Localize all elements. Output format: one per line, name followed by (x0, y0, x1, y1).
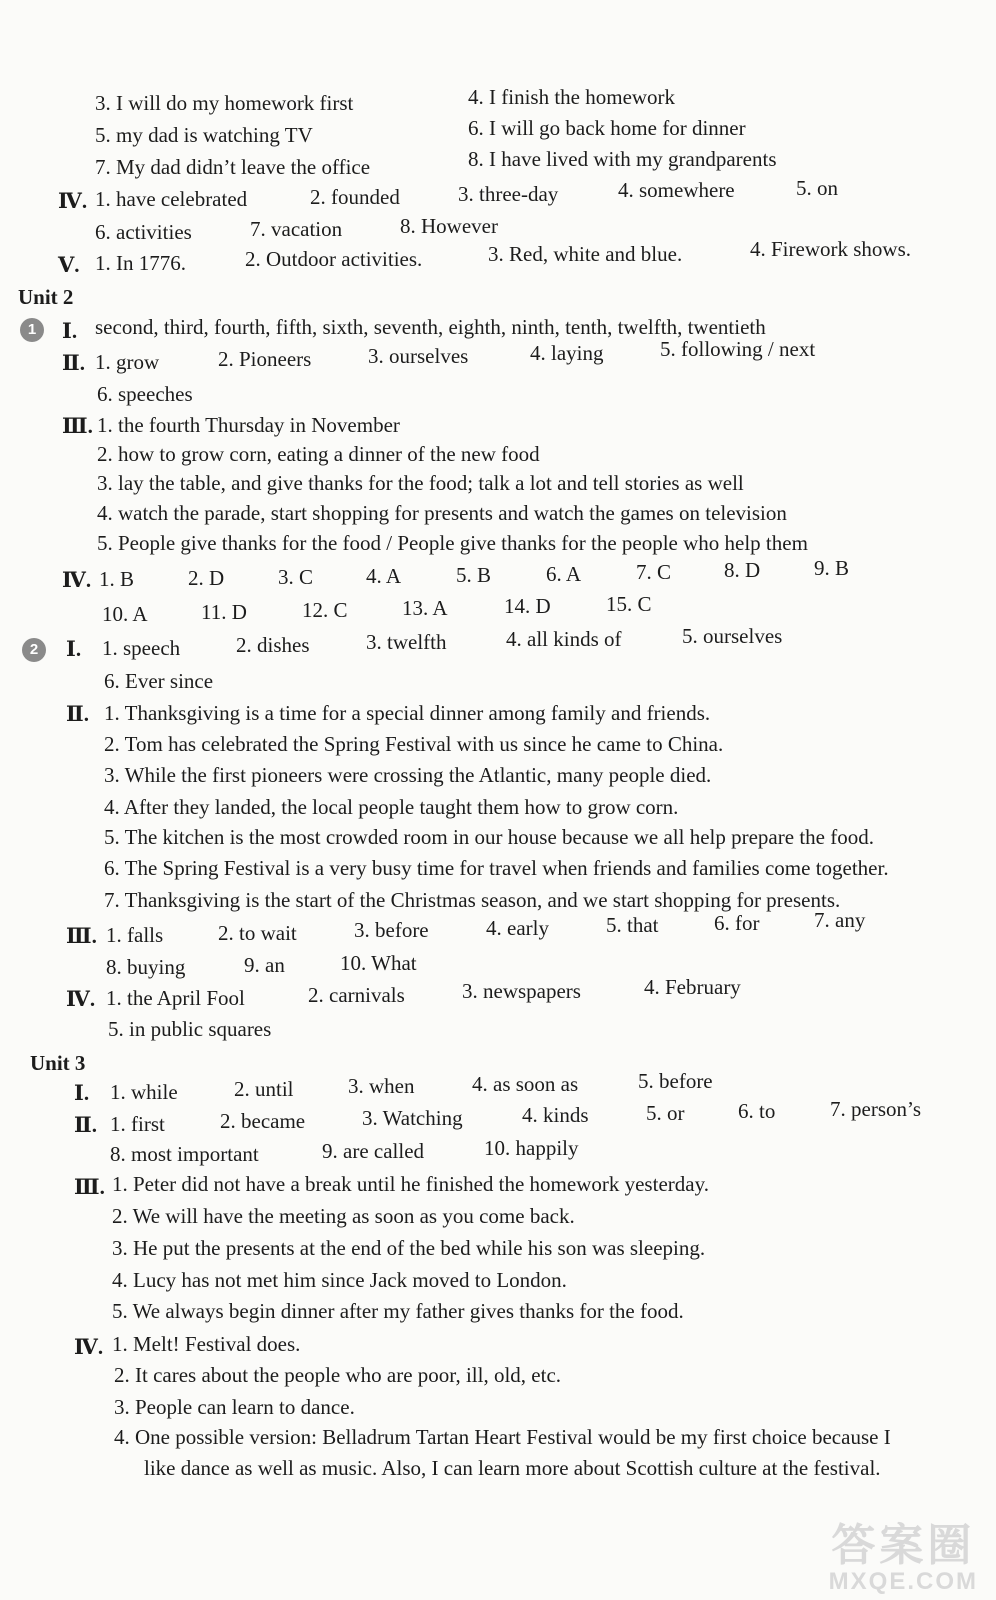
answer-item: 9. B (814, 556, 850, 580)
answer-line: 2. how to grow corn, eating a dinner of the new food (97, 442, 540, 466)
answer-item: 2. Outdoor activities. (245, 247, 423, 271)
answer-item: 12. C (302, 598, 348, 622)
answer-item: 1. B (99, 567, 135, 591)
unit-heading: Unit 3 (30, 1051, 86, 1075)
answer-line: 3. While the first pioneers were crossing the Atlantic, many people died. (104, 763, 712, 787)
answer-line: 4. One possible version: Belladrum Tartan Heart Festival would be my first choice because I (114, 1425, 891, 1449)
answer-item: 8. However (400, 214, 498, 238)
answer-line: 7. My dad didn’t leave the office (95, 155, 371, 179)
answer-item: 3. ourselves (368, 344, 469, 368)
answer-item: 1. In 1776. (95, 251, 186, 275)
roman-numeral-label: Ⅱ. (66, 702, 89, 726)
answer-item: 7. C (636, 560, 672, 584)
answer-item: 3. Watching (362, 1106, 463, 1130)
answer-line: 8. I have lived with my grandparents (468, 147, 777, 171)
answer-line: 1. Thanksgiving is a time for a special dinner among family and friends. (104, 701, 711, 725)
answer-line: 5. People give thanks for the food / People give thanks for the people who help them (97, 531, 808, 555)
answer-item: 5. on (796, 176, 838, 200)
answer-item: 10. What (340, 951, 417, 975)
answer-line: 2. Tom has celebrated the Spring Festival with us since he came to China. (104, 732, 724, 756)
answer-item: 2. became (220, 1109, 306, 1133)
answer-item: 3. Red, white and blue. (488, 242, 683, 266)
answer-item: 4. early (486, 916, 549, 940)
answer-line: 4. Lucy has not met him since Jack moved to London. (112, 1268, 567, 1292)
answer-item: 14. D (504, 594, 551, 618)
roman-numeral-label: Ⅳ. (74, 1335, 104, 1359)
answer-item: 4. February (644, 975, 741, 999)
answer-line: 3. I will do my homework first (95, 91, 354, 115)
answer-line: 7. Thanksgiving is the start of the Christmas season, and we start shopping for presents. (104, 888, 841, 912)
answer-item: 1. while (110, 1080, 178, 1104)
answer-line: like dance as well as music. Also, I can learn more about Scottish culture at the festival. (144, 1456, 881, 1480)
roman-numeral-label: Ⅱ. (74, 1113, 97, 1137)
answer-item: 4. A (366, 564, 402, 588)
answer-item: 10. A (102, 602, 148, 626)
answer-line: 1. Peter did not have a break until he finished the homework yesterday. (112, 1172, 709, 1196)
answer-item: 4. as soon as (472, 1072, 579, 1096)
section-badge: 2 (22, 638, 46, 662)
answer-line: 3. He put the presents at the end of the bed while his son was sleeping. (112, 1236, 706, 1260)
answer-item: 8. buying (106, 955, 186, 979)
answer-item: 5. B (456, 563, 492, 587)
answer-item: 3. C (278, 565, 314, 589)
answer-item: 11. D (201, 600, 247, 624)
answer-line: 6. The Spring Festival is a very busy time for travel when friends and families come together. (104, 856, 889, 880)
answer-item: 6. speeches (97, 382, 193, 406)
answer-item: 7. vacation (250, 217, 343, 241)
answer-item: 2. carnivals (308, 983, 405, 1007)
answer-item: 6. A (546, 562, 582, 586)
answer-item: 7. any (814, 908, 866, 932)
watermark-logo (828, 1520, 978, 1595)
roman-numeral-label: Ⅴ. (58, 253, 80, 277)
answer-item: 2. to wait (218, 921, 297, 945)
answer-item: 1. falls (106, 923, 164, 947)
answer-line: 1. the fourth Thursday in November (97, 413, 400, 437)
answer-item: 8. D (724, 558, 761, 582)
answer-line: 4. watch the parade, start shopping for presents and watch the games on television (97, 501, 787, 525)
watermark-url: MXQE.COM (828, 1567, 978, 1595)
answer-item: 4. kinds (522, 1103, 589, 1127)
answer-item: 6. Ever since (104, 669, 214, 693)
answer-item: 9. an (244, 953, 285, 977)
answer-item: 6. activities (95, 220, 192, 244)
answer-item: 3. newspapers (462, 979, 581, 1003)
answer-line: 5. The kitchen is the most crowded room in our house because we all help prepare the food. (104, 825, 874, 849)
answer-item: 15. C (606, 592, 652, 616)
answer-item: 2. founded (310, 185, 400, 209)
answer-item: 1. the April Fool (106, 986, 245, 1010)
answer-item: 2. D (188, 566, 225, 590)
roman-numeral-label: Ⅲ. (62, 414, 93, 438)
answer-item: 3. before (354, 918, 429, 942)
answer-item: 1. first (110, 1112, 165, 1136)
answer-item: 3. three-day (458, 182, 559, 206)
answer-item: 2. Pioneers (218, 347, 312, 371)
answer-line: 5. We always begin dinner after my father gives thanks for the food. (112, 1299, 684, 1323)
roman-numeral-label: Ⅰ. (66, 637, 82, 661)
roman-numeral-label: Ⅱ. (62, 351, 85, 375)
roman-numeral-label: Ⅲ. (74, 1175, 105, 1199)
answer-item: 1. have celebrated (95, 187, 248, 211)
answer-item: 1. speech (102, 636, 181, 660)
answer-item: 5. that (606, 913, 659, 937)
answer-item: 5. in public squares (108, 1017, 272, 1041)
answer-line: 5. my dad is watching TV (95, 123, 313, 147)
answer-item: 4. laying (530, 341, 604, 365)
answer-item: 3. twelfth (366, 630, 447, 654)
answer-item: 6. to (738, 1099, 776, 1123)
roman-numeral-label: Ⅲ. (66, 924, 97, 948)
answer-line: 6. I will go back home for dinner (468, 116, 746, 140)
answer-line: 1. Melt! Festival does. (112, 1332, 301, 1356)
answer-item: 2. dishes (236, 633, 310, 657)
answer-item: 10. happily (484, 1136, 579, 1160)
answer-item: 13. A (402, 596, 448, 620)
answer-item: 7. person’s (830, 1097, 921, 1121)
answer-item: 3. when (348, 1074, 415, 1098)
answer-item: 2. until (234, 1077, 294, 1101)
answer-item: 4. somewhere (618, 178, 735, 202)
answer-item: 5. before (638, 1069, 713, 1093)
answer-line: second, third, fourth, fifth, sixth, seventh, eighth, ninth, tenth, twelfth, twentieth (95, 315, 766, 339)
answer-item: 1. grow (95, 350, 160, 374)
answer-line: 4. I finish the homework (468, 85, 676, 109)
answer-line: 3. People can learn to dance. (114, 1395, 355, 1419)
answer-item: 9. are called (322, 1139, 425, 1163)
answer-line: 4. After they landed, the local people taught them how to grow corn. (104, 795, 679, 819)
roman-numeral-label: Ⅳ. (58, 189, 88, 213)
roman-numeral-label: Ⅰ. (62, 319, 78, 343)
answer-item: 4. Firework shows. (750, 237, 911, 261)
watermark-text: 答案圈 (831, 1520, 976, 1570)
answer-line: 2. It cares about the people who are poor, ill, old, etc. (114, 1363, 562, 1387)
answer-item: 4. all kinds of (506, 627, 622, 651)
answer-item: 8. most important (110, 1142, 259, 1166)
answer-line: 2. We will have the meeting as soon as you come back. (112, 1204, 575, 1228)
answer-item: 5. following / next (660, 337, 816, 361)
answer-item: 5. or (646, 1101, 685, 1125)
answer-line: 3. lay the table, and give thanks for the food; talk a lot and tell stories as well (97, 471, 744, 495)
roman-numeral-label: Ⅳ. (66, 987, 96, 1011)
roman-numeral-label: Ⅳ. (62, 568, 92, 592)
roman-numeral-label: Ⅰ. (74, 1081, 90, 1105)
answer-item: 5. ourselves (682, 624, 783, 648)
unit-heading: Unit 2 (18, 285, 74, 309)
answer-item: 6. for (714, 911, 760, 935)
section-badge: 1 (20, 318, 44, 342)
